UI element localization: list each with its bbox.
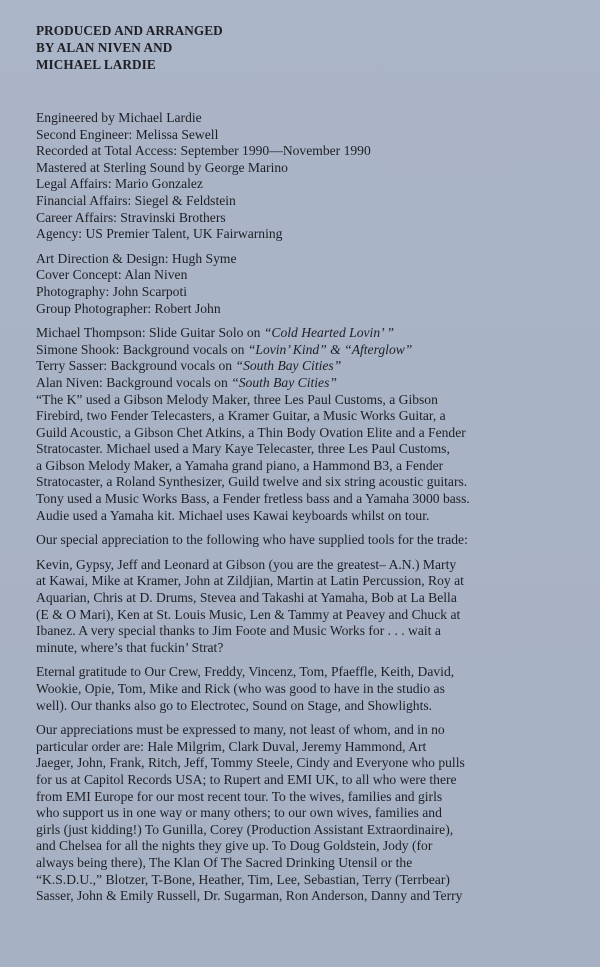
general-thanks-line: particular order are: Hale Milgrim, Clark Duval, Jeremy Hammond, Art	[36, 738, 427, 754]
general-thanks-line: “K.S.D.U.,” Blotzer, T-Bone, Heather, Tim, Lee, Sebastian, Terry (Terrbear)	[36, 871, 450, 887]
equipment-line: Guild Acoustic, a Gibson Chet Atkins, a Thin Body Ovation Elite and a Fender	[36, 424, 466, 440]
heading-line: MICHAEL LARDIE	[36, 57, 156, 72]
guest-credit-line	[36, 358, 580, 375]
art-credit-line: Cover Concept: Alan Niven	[36, 267, 188, 283]
engineering-credit-line: Mastered at Sterling Sound by George Marino	[36, 159, 288, 175]
guest-credit-text: Alan Niven: Background vocals on	[36, 374, 232, 390]
song-title: “South Bay Cities”	[231, 374, 337, 390]
general-thanks-line: who support us in one way or many others; to our own wives, families and	[36, 805, 442, 821]
art-credit-line: Group Photographer: Robert John	[36, 300, 221, 316]
general-thanks	[36, 722, 580, 905]
guest-credit-line	[36, 375, 580, 392]
guest-credit-line	[36, 342, 580, 359]
supplier-thanks-line: Kevin, Gypsy, Jeff and Leonard at Gibson (you are the greatest– A.N.) Marty	[36, 556, 457, 572]
song-title: “Cold Hearted Lovin’ ”	[263, 325, 395, 341]
song-title: “South Bay Cities”	[235, 358, 342, 374]
equipment-line: “The K” used a Gibson Melody Maker, three Les Paul Customs, a Gibson	[36, 391, 438, 407]
supplier-thanks	[36, 557, 580, 657]
equipment-line: Stratocaster. Michael used a Mary Kaye Telecaster, three Les Paul Customs,	[36, 441, 450, 457]
heading-line: PRODUCED AND ARRANGED	[36, 23, 223, 38]
supplier-thanks-line: Aquarian, Chris at D. Drums, Stevea and Takashi at Yamaha, Bob at La Bella	[36, 590, 457, 606]
guest-credit-text: Michael Thompson: Slide Guitar Solo on	[36, 325, 264, 341]
general-thanks-line: and Chelsea for all the nights they give up. To Doug Goldstein, Jody (for	[36, 838, 433, 854]
supplier-thanks-line: Ibanez. A very special thanks to Jim Foote and Music Works for . . . wait a	[36, 623, 441, 639]
heading-line: BY ALAN NIVEN AND	[36, 40, 173, 55]
guest-and-equipment-credits	[36, 325, 580, 524]
general-thanks-line: for us at Capitol Records USA; to Rupert and EMI UK, to all who were there	[36, 771, 457, 787]
supplier-thanks-line: at Kawai, Mike at Kramer, John at Zildjian, Martin at Latin Percussion, Roy at	[36, 573, 464, 589]
supplier-thanks-line: (E & O Mari), Ken at St. Louis Music, Len & Tammy at Peavey and Chuck at	[36, 606, 461, 622]
supplier-thanks-line: minute, where’s that fuckin’ Strat?	[36, 639, 224, 655]
crew-thanks-line: Eternal gratitude to Our Crew, Freddy, Vincenz, Tom, Pfaeffle, Keith, David,	[36, 664, 455, 680]
general-thanks-line: Jaeger, John, Frank, Ritch, Jeff, Tommy Steele, Cindy and Everyone who pulls	[36, 755, 465, 771]
equipment-line: Stratocaster, a Roland Synthesizer, Guild twelve and six string acoustic guitars.	[36, 474, 468, 490]
guest-credit-text: Terry Sasser: Background vocals on	[36, 358, 236, 374]
engineering-credit-line: Agency: US Premier Talent, UK Fairwarning	[36, 226, 283, 242]
crew-thanks-line: Wookie, Opie, Tom, Mike and Rick (who was good to have in the studio as	[36, 681, 445, 696]
equipment-line: a Gibson Melody Maker, a Yamaha grand piano, a Hammond B3, a Fender	[36, 457, 444, 473]
appreciation-intro-line: Our special appreciation to the following who have supplied tools for the trade:	[36, 532, 468, 548]
producer-credit-heading	[36, 22, 580, 73]
general-thanks-line: Our appreciations must be expressed to many, not least of whom, and in no	[36, 722, 445, 738]
general-thanks-line: always being there), The Klan Of The Sacred Drinking Utensil or the	[36, 854, 413, 870]
general-thanks-line: Sasser, John & Emily Russell, Dr. Sugarman, Ron Anderson, Danny and Terry	[36, 888, 463, 904]
crew-thanks	[36, 664, 580, 714]
engineering-credit-line: Legal Affairs: Mario Gonzalez	[36, 176, 203, 192]
engineering-credit-line: Career Affairs: Stravinski Brothers	[36, 209, 226, 225]
song-title: “Lovin’ Kind” & “Afterglow”	[247, 341, 413, 357]
engineering-credit-line: Engineered by Michael Lardie	[36, 110, 202, 125]
equipment-line: Audie used a Yamaha kit. Michael uses Kawai keyboards whilst on tour.	[36, 507, 430, 523]
art-credits	[36, 251, 580, 317]
engineering-credit-line: Financial Affairs: Siegel & Feldstein	[36, 192, 236, 208]
general-thanks-line: from EMI Europe for our most recent tour. To the wives, families and girls	[36, 788, 443, 804]
engineering-credits	[36, 110, 580, 243]
art-credit-line: Art Direction & Design: Hugh Syme	[36, 250, 237, 266]
general-thanks-line: girls (just kidding!) To Gunilla, Corey (Production Assistant Extraordinaire),	[36, 821, 454, 837]
engineering-credit-line: Second Engineer: Melissa Sewell	[36, 126, 219, 142]
guest-credit-line	[36, 325, 580, 342]
engineering-credit-line: Recorded at Total Access: September 1990—November 1990	[36, 143, 371, 159]
crew-thanks-line: well). Our thanks also go to Electrotec, Sound on Stage, and Showlights.	[36, 697, 433, 713]
equipment-line: Firebird, two Fender Telecasters, a Kramer Guitar, a Music Works Guitar, a	[36, 408, 446, 424]
equipment-line: Tony used a Music Works Bass, a Fender fretless bass and a Yamaha 3000 bass.	[36, 491, 470, 507]
guest-credit-text: Simone Shook: Background vocals on	[36, 341, 248, 357]
art-credit-line: Photography: John Scarpoti	[36, 283, 188, 299]
appreciation-intro	[36, 532, 580, 549]
